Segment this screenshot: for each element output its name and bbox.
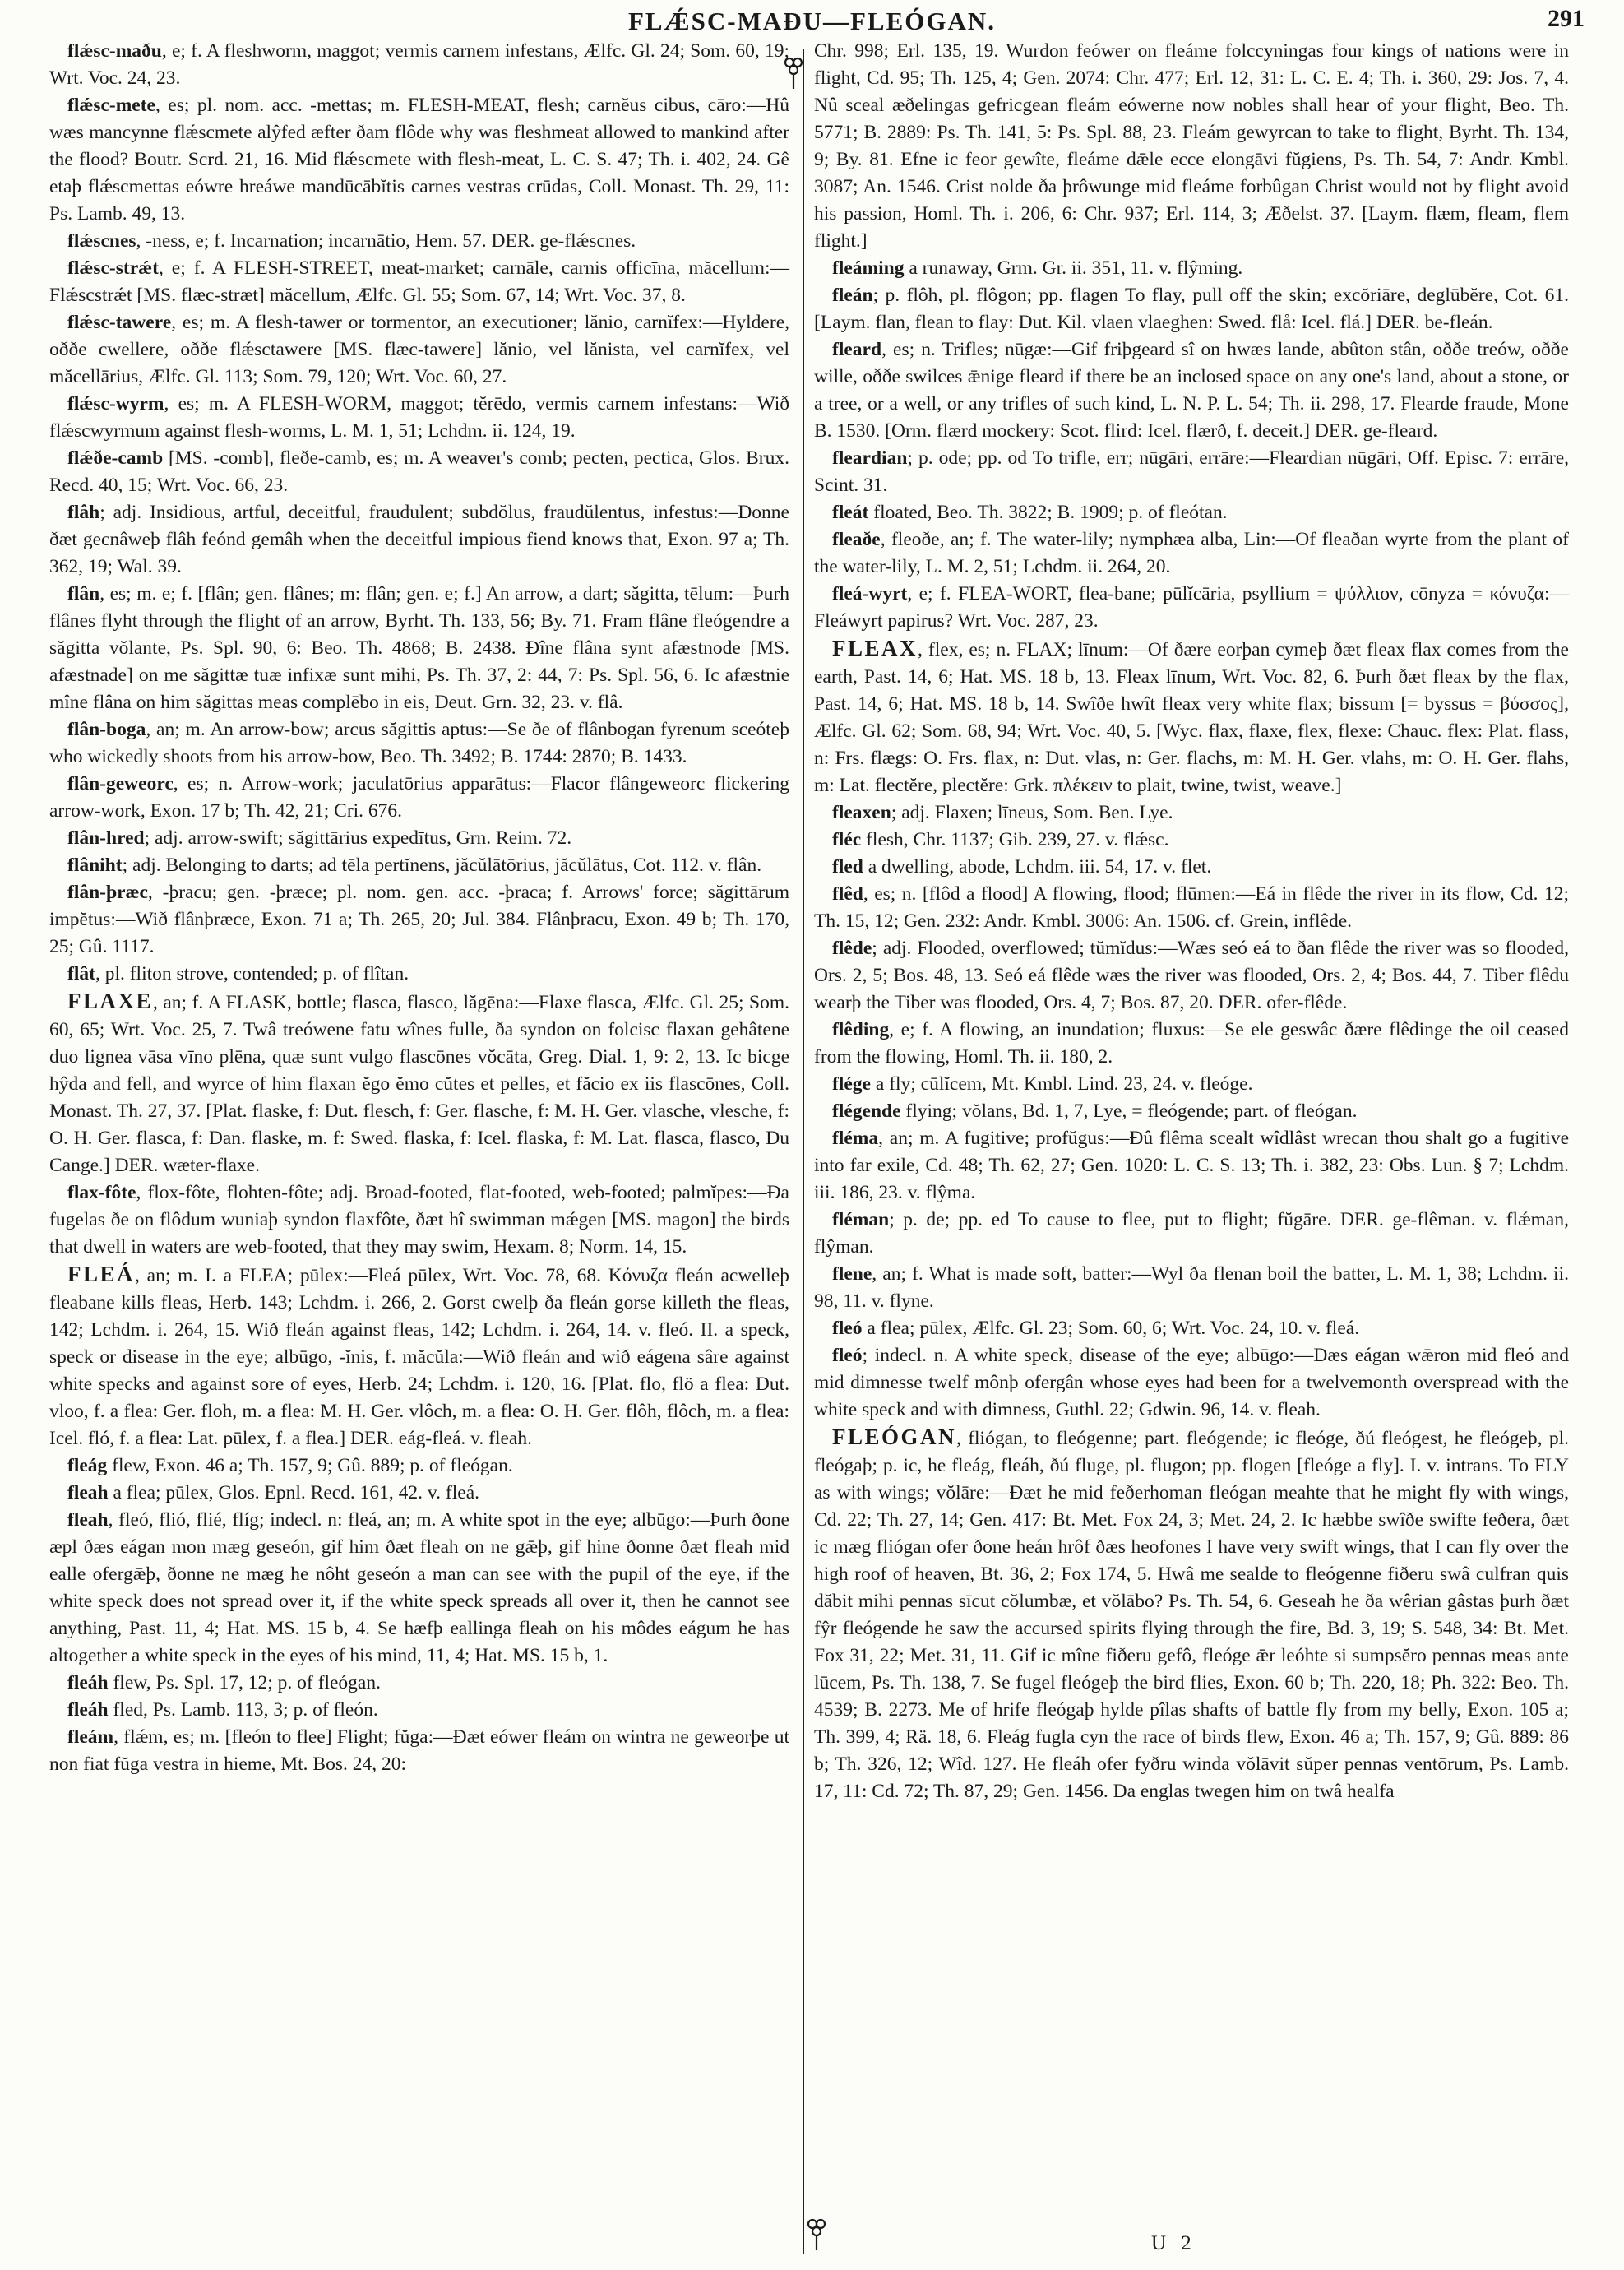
entry-headword: flax-fôte	[67, 1182, 136, 1203]
entry-body: ; adj. Flooded, overflowed; tŭmĭdus:—Wæs seó eá to ðan flêde the river was so flooded, Ors. 2, 5; Bos. 48, 13. Seó eá flêde wæs the river was flooded, Ors. 2, 4; Bos. 44, 7. Tiber flêdu wearþ the Tiber was flooded, Ors. 4, 7; Bos. 87, 20. DER. ofer-flêde.	[814, 938, 1569, 1013]
entry-headword: fleard	[832, 339, 882, 360]
entry-headword: fleah	[67, 1509, 109, 1531]
dictionary-entry	[49, 92, 789, 228]
entry-body: flew, Exon. 46 a; Th. 157, 9; Gû. 889; p. of fleógan.	[107, 1455, 513, 1476]
dictionary-entry	[49, 309, 789, 391]
dictionary-entry	[49, 1724, 789, 1778]
dictionary-entry	[814, 1098, 1569, 1125]
dictionary-entry	[814, 935, 1569, 1017]
entry-body: a flea; pūlex, Ælfc. Gl. 23; Som. 60, 6; Wrt. Voc. 24, 10. v. fleá.	[862, 1318, 1360, 1339]
dictionary-entry	[814, 445, 1569, 499]
dictionary-entry	[49, 825, 789, 852]
dictionary-entry	[49, 1670, 789, 1697]
entry-headword: flân-boga	[67, 719, 146, 740]
entry-headword: fléman	[832, 1209, 890, 1230]
entry-headword: flǽsc-tawere	[67, 312, 172, 333]
entry-body: flying; vŏlans, Bd. 1, 7, Lye, = fleógende; part. of fleógan.	[900, 1100, 1358, 1122]
trefoil-printers-mark-bottom-icon	[806, 2217, 827, 2252]
dictionary-entry	[814, 799, 1569, 827]
entry-body: , an; m. A fugitive; profŭgus:—Ðû flêma scealt wîdlâst wrecan thou shalt go a fugitive into far exile, Cd. 48; Th. 62, 27; Gen. 1020: L. C. S. 13; Th. i. 382, 23: Obs. Lun. § 7; Lchdm. iii. 186, 23. v. flŷma.	[814, 1128, 1569, 1203]
dictionary-entry	[814, 581, 1569, 635]
dictionary-entry	[49, 716, 789, 771]
entry-body: Chr. 998; Erl. 135, 19. Wurdon feówer on fleáme folccyningas four kings of nations were in flight, Cd. 95; Th. 125, 4; Gen. 2074: Chr. 477; Erl. 12, 31: L. C. E. 4; Th. i. 360, 29: Jos. 7, 4. Nû sceal æðelingas gefricgean fleám eówerne now nobles shall hear of your flight, Beo. Th. 5771; B. 2889: Ps. Th. 141, 5: Ps. Spl. 88, 23. Fleám gewyrcan to take to flight, Byrht. Th. 134, 9; By. 81. Efne ic feor gewîte, fleáme dǣle ecce elongāvi fŭgiens, Ps. Th. 54, 7: Andr. Kmbl. 3087; An. 1546. Crist nolde ða þrôwunge mid fleáme forbûgan Christ would not by flight avoid his passion, Homl. Th. i. 206, 6: Chr. 937; Erl. 114, 3; Æðelst. 37. [Laym. flæm, fleam, flem flight.]	[814, 40, 1569, 252]
entry-headword: flân-geweorc	[67, 773, 174, 794]
entry-headword: fleán	[832, 285, 873, 306]
dictionary-entry	[49, 445, 789, 499]
dictionary-entry	[49, 1697, 789, 1724]
dictionary-entry	[814, 1207, 1569, 1261]
entry-headword: fleah	[67, 1482, 109, 1503]
entry-body: , e; f. A FLESH-STREET, meat-market; carnāle, carnis officīna, măcellum:—Flǽscstrǽt [MS. flæc-stræt] măcellum, Ælfc. Gl. 55; Som. 67, 14; Wrt. Voc. 37, 8.	[49, 257, 789, 306]
entry-headword: flêde	[832, 938, 872, 959]
dictionary-entry	[814, 336, 1569, 445]
entry-body: , es; n. Trifles; nūgæ:—Gif friþgeard sî on hwæs lande, abûton stân, oððe treów, oððe wille, oððe swilces ǣnige fleard if there be an inclosed space on any one's land, about a stone, or a tree, or a well, or any trifles of such kind, L. N. P. L. 54; Th. ii. 298, 17. Flearde fraude, Mone B. 1530. [Orm. flærd mockery: Scot. flird: Icel. flærð, f. deceit.] DER. ge-fleard.	[814, 339, 1569, 442]
entry-headword: flǽscnes	[67, 230, 136, 252]
dictionary-entry	[49, 499, 789, 581]
entry-body: , fliógan, to fleógenne; part. fleógende; ic fleóge, ðú fleógest, he fleógeþ, pl. fleógaþ; p. ic, he fleág, fleáh, ðú fluge, pl. flugon; pp. flogen [fleóge a fly]. I. v. intrans. To FLY as with wings; vŏlāre:—Ðæt he mid feðerhoman fleógan meahte that he might fly with wings, Cd. 22; Th. 27, 14; Gen. 417: Bt. Met. Fox 24, 3; Met. 24, 2. Ic hæbbe swîðe swifte feðera, ðæt ic mæg fliógan ofer ðone heán hrôf ðæs heofones I have very swift wings, that I can fly over the high roof of heaven, Bt. 36, 2; Fox 174, 5. Hwâ me sealde to fleógenne fiðeru swâ culfran quis dăbit mihi pennas sīcut cŏlumbæ, et vŏlābo? Ps. Th. 54, 6. Geseah he ða wêrian gâstas þurh ðæt fŷr fleógende he saw the accursed spirits flying through the fire, Bd. 3, 19; S. 548, 34: Bt. Met. Fox 31, 22; Met. 31, 11. Gif ic mîne fiðeru gefô, fleóge ǣr leóhte si sumpsĕro pennas meas ante lūcem, Ps. Th. 138, 7. Se fugel fleógeþ the bird flies, Exon. 60 b; Th. 220, 18; Ph. 322: Beo. Th. 4539; B. 2273. Me of hrife fleógaþ hylde pîlas shafts of battle fly from my belly, Exon. 105 a; Th. 399, 4; Rä. 18, 6. Fleág fugla cyn the race of birds flew, Exon. 46 a; Th. 157, 9; Gû. 889: 86 b; Th. 326, 12; Wîd. 127. He fleáh ofer fyðru winda vŏlāvit sŭper pennas ventōrum, Ps. Lamb. 17, 11: Cd. 72; Th. 87, 29; Gen. 1456. Ða englas twegen him on twâ healfa	[814, 1428, 1569, 1802]
entry-headword: flât	[67, 963, 95, 984]
dictionary-entry	[814, 255, 1569, 282]
dictionary-entry	[814, 1071, 1569, 1098]
entry-headword: flégende	[832, 1100, 901, 1122]
entry-body: , es; n. Arrow-work; jaculatōrius apparātus:—Flacor flângeweorc flickering arrow-work, Exon. 17 b; Th. 42, 21; Cri. 676.	[49, 773, 789, 822]
entry-body: , fleoðe, an; f. The water-lily; nymphæa alba, Lin:—Of fleaðan wyrte from the plant of the water-lily, L. M. 2, 51; Lchdm. ii. 264, 20.	[814, 529, 1569, 577]
dictionary-entry	[814, 499, 1569, 526]
entry-body: , es; m. A FLESH-WORM, maggot; tĕrēdo, vermis carnem infestans:—Wið flǽscwyrmum against flesh-worms, L. M. 1, 51; Lchdm. ii. 124, 19.	[49, 393, 789, 442]
entry-headword: flêding	[832, 1019, 890, 1040]
entry-body: , es; m. A flesh-tawer or tormentor, an executioner; lănio, carnĭfex:—Hyldere, oððe cwellere, oððe flǽsctawere [MS. flæc-tawere] lănio, vel lănista, vel carnĭfex, vel măcellārius, Ælfc. Gl. 113; Som. 79, 120; Wrt. Voc. 60, 27.	[49, 312, 789, 387]
entry-body: , flex, es; n. FLAX; līnum:—Of ðære eorþan cymeþ ðæt fleax flax comes from the earth, Past. 14, 6; Hat. MS. 18 b, 13. Fleax līnum, Wrt. Voc. 82, 6. Þurh ðæt fleax by the flax, Past. 14, 6; Hat. MS. 18 b, 14. Swîðe hwît fleax very white flax; bissum [= byssus = βύσσος], Ælfc. Gl. 62; Som. 68, 94; Wrt. Voc. 40, 5. [Wyc. flax, flaxe, flex, flexe: Chauc. flex: Plat. flass, n: Frs. flægs: O. Frs. flax, n: Dut. vlas, n: Ger. flachs, m: M. H. Ger. vlahs, m: O. H. Ger. flahs, m: Lat. flectĕre, plectĕre: Grk. πλέκειν to plait, twine, twist, weave.]	[814, 639, 1569, 796]
entry-headword: fleáh	[67, 1672, 109, 1693]
entry-body: , flǽm, es; m. [fleón to flee] Flight; fŭga:—Ðæt eówer fleám on wintra ne geweorþe ut non fiat fŭga vestra in hieme, Mt. Bos. 24, 20:	[49, 1726, 789, 1775]
entry-headword: fléc	[832, 829, 862, 850]
entry-body: a runaway, Grm. Gr. ii. 351, 11. v. flŷming.	[904, 257, 1243, 279]
dictionary-entry	[49, 1452, 789, 1480]
entry-body: , es; m. e; f. [flân; gen. flânes; m: flân; gen. e; f.] An arrow, a dart; săgitta, tēlum:—Þurh flânes flyht through the flight of an arrow, Byrht. Th. 133, 56; By. 71. Fram flâne fleógendre a săgitta vŏlante, Ps. Spl. 90, 6: Beo. Th. 4868; B. 2438. Ðîne flâna synt afæstnode [MS. afæstnade] on me săgittæ tuæ infixæ sunt mihi, Ps. Th. 37, 2: 44, 7: Ps. Spl. 56, 6. Ic afæstnie mîne flâna on him săgittas meas complēbo in eis, Deut. Grn. 32, 23. v. flâ.	[49, 583, 789, 713]
entry-body: ; adj. Belonging to darts; ad tēla pertĭnens, jăcŭlātōrius, jăcŭlātus, Cot. 112. v. flân.	[122, 855, 762, 876]
entry-body: floated, Beo. Th. 3822; B. 1909; p. of fleótan.	[868, 502, 1228, 523]
dictionary-entry	[49, 1480, 789, 1507]
entry-headword: flége	[832, 1073, 871, 1095]
entry-headword: flene	[832, 1263, 872, 1285]
column-left	[49, 38, 789, 1778]
entry-body: fled, Ps. Lamb. 113, 3; p. of fleón.	[108, 1699, 378, 1721]
entry-body: ; p. flôh, pl. flôgon; pp. flagen To flay, pull off the skin; excŏriāre, deglūbĕre, Cot. 61. [Laym. flan, flean to flay: Dut. Kil. vlaen vlaeghen: Swed. flå: Icel. flá.] DER. be-fleán.	[814, 285, 1569, 333]
entry-headword: flǽsc-maðu	[67, 40, 162, 62]
entry-headword: flân	[67, 583, 100, 605]
entry-body: ; adj. Insidious, artful, deceitful, fraudulent; subdŏlus, fraudŭlentus, infestus:—Ðonne ðæt gecnâweþ flâh feónd gemâh when the deceitful impious fiend knows that, Exon. 97 a; Th. 362, 19; Wal. 39.	[49, 502, 789, 577]
entry-body: , e; f. A fleshworm, maggot; vermis carnem infestans, Ælfc. Gl. 24; Som. 60, 19; Wrt. Voc. 24, 23.	[49, 40, 789, 89]
dictionary-entry	[814, 1261, 1569, 1315]
entry-headword: fleaðe	[832, 529, 881, 550]
dictionary-entry	[49, 961, 789, 988]
entry-headword: fleardian	[832, 447, 908, 469]
page-title: FLǼSC-MAÐU—FLEÓGAN.	[627, 7, 997, 35]
entry-headword: flâniht	[67, 855, 123, 876]
entry-headword: flǽsc-strǽt	[67, 257, 159, 279]
entry-body: flesh, Chr. 1137; Gib. 239, 27. v. flǽsc.	[861, 829, 1169, 850]
dictionary-entry	[814, 1125, 1569, 1207]
dictionary-entry	[49, 852, 789, 879]
entry-body: , e; f. FLEA-WORT, flea-bane; pūlĭcāria, psyllium = ψύλλιον, cōnyza = κόνυζα:—Fleáwyrt papirus? Wrt. Voc. 287, 23.	[814, 583, 1569, 632]
entry-body: , an; f. A FLASK, bottle; flasca, flasco, lăgēna:—Flaxe flasca, Ælfc. Gl. 25; Som. 60, 65; Wrt. Voc. 25, 7. Twâ treówene fatu wînes fulle, ða syndon on folcisc flaxan gehâtene duo lignea vāsa vīno plēna, quæ sunt vulgo flascōnes vŏcāta, Greg. Dial. 1, 9: 2, 13. Ic bicge hŷda and fell, and wyrce of him flaxan ĕgo ĕmo cŭtes et pelles, et făcio ex iis flascōnes, Coll. Monast. Th. 27, 37. [Plat. flaske, f: Dut. flesch, f: Ger. flasche, f: M. H. Ger. vlasche, vlesche, f: O. H. Ger. flasca, f: Dan. flaske, m. f: Swed. flaska, f: Icel. flaska, f: M. Lat. flasca, flasco, Du Cange.] DER. wæter-flaxe.	[49, 992, 789, 1176]
entry-headword: flân-þræc	[67, 882, 148, 903]
entry-body: a dwelling, abode, Lchdm. iii. 54, 17. v. flet.	[863, 856, 1212, 878]
entry-body: flew, Ps. Spl. 17, 12; p. of fleógan.	[108, 1672, 381, 1693]
dictionary-entry	[49, 1261, 789, 1452]
entry-body: a fly; cūlĭcem, Mt. Kmbl. Lind. 23, 24. v. fleóge.	[870, 1073, 1253, 1095]
entry-headword: FLEÓGAN	[832, 1425, 957, 1449]
entry-headword: flǽsc-wyrm	[67, 393, 164, 415]
entry-body: ; indecl. n. A white speck, disease of the eye; albūgo:—Ðæs eágan wǣron mid fleó and mid dimnesse twelf mônþ ofergân whose eyes had been for a twelvemonth overspread with the white speck and with dimness, Guthl. 22; Gdwin. 96, 14. v. fleah.	[814, 1345, 1569, 1420]
entry-headword: flâh	[67, 502, 100, 523]
entry-headword: FLAXE	[67, 989, 154, 1013]
entry-body: , e; f. A flowing, an inundation; fluxus:—Se ele geswâc ðære flêdinge the oil ceased from the flowing, Homl. Th. ii. 180, 2.	[814, 1019, 1569, 1068]
entry-body: , -þracu; gen. -þræce; pl. nom. gen. acc. -þraca; f. Arrows' force; săgittārum impĕtus:—Wið flânþræce, Exon. 71 a; Th. 265, 20; Jul. 384. Flânþracu, Exon. 49 b; Th. 170, 25; Gû. 1117.	[49, 882, 789, 957]
entry-headword: fleó	[832, 1318, 863, 1339]
dictionary-entry	[814, 38, 1569, 255]
dictionary-entry	[49, 771, 789, 825]
dictionary-entry	[814, 282, 1569, 336]
dictionary-entry	[814, 854, 1569, 881]
dictionary-entry	[49, 1179, 789, 1261]
page-number: 291	[1548, 5, 1585, 32]
entry-headword: fleáming	[832, 257, 905, 279]
dictionary-entry	[814, 635, 1569, 799]
entry-body: ; p. ode; pp. od To trifle, err; nūgāri, errāre:—Fleardian nūgāri, Off. Episc. 7: errāre, Scint. 31.	[814, 447, 1569, 496]
entry-headword: fleá-wyrt	[832, 583, 908, 605]
entry-body: , an; m. An arrow-bow; arcus săgittis aptus:—Se ðe of flânbogan fyrenum sceóteþ who wickedly shoots from his arrow-bow, Beo. Th. 3492; B. 1744: 2870; B. 1433.	[49, 719, 789, 767]
dictionary-entry	[49, 581, 789, 716]
dictionary-entry	[49, 228, 789, 255]
dictionary-entry	[814, 526, 1569, 581]
entry-headword: fleaxen	[832, 802, 891, 823]
entry-headword: flǽðe-camb	[67, 447, 164, 469]
dictionary-entry	[814, 881, 1569, 935]
dictionary-entry	[814, 1424, 1569, 1805]
entry-body: a flea; pūlex, Glos. Epnl. Recd. 161, 42. v. fleá.	[108, 1482, 479, 1503]
dictionary-entry	[49, 988, 789, 1179]
entry-body: ; adj. arrow-swift; săgittārius expedītus, Grn. Reim. 72.	[144, 827, 572, 849]
entry-headword: fléma	[832, 1128, 879, 1149]
dictionary-entry	[49, 38, 789, 92]
dictionary-entry	[49, 1507, 789, 1670]
entry-body: , pl. fliton strove, contended; p. of flîtan.	[95, 963, 409, 984]
entry-body: ; adj. Flaxen; līneus, Som. Ben. Lye.	[891, 802, 1173, 823]
entry-headword: flǽsc-mete	[67, 95, 155, 116]
dictionary-entry	[49, 391, 789, 445]
entry-headword: fleó	[832, 1345, 863, 1366]
entry-headword: fleáh	[67, 1699, 109, 1721]
entry-headword: fleát	[832, 502, 869, 523]
entry-body: , flox-fôte, flohten-fôte; adj. Broad-footed, flat-footed, web-footed; palmĭpes:—Ða fugelas ðe on flôdum wuniaþ syndon flaxfôte, ðæt hî swimman mǽgen [MS. magon] the birds that dwell in waters are web-footed, that they may swim, Hexam. 8; Norm. 14, 15.	[49, 1182, 789, 1258]
dictionary-entry	[814, 827, 1569, 854]
entry-headword: fleám	[67, 1726, 114, 1748]
column-rule	[803, 49, 804, 2254]
entry-headword: FLEAX	[832, 636, 918, 660]
entry-body: , es; n. [flôd a flood] A flowing, flood; flūmen:—Eá in flêde the river in its flow, Cd. 12; Th. 15, 12; Gen. 232: Andr. Kmbl. 3006: An. 1506. cf. Grein, inflêde.	[814, 883, 1569, 932]
dictionary-entry	[814, 1342, 1569, 1424]
entry-body: ; p. de; pp. ed To cause to flee, put to flight; fŭgāre. DER. ge-flêman. v. flǽman, flŷman.	[814, 1209, 1569, 1258]
dictionary-entry	[814, 1017, 1569, 1071]
entry-body: , an; f. What is made soft, batter:—Wyl ða flenan boil the batter, L. M. 1, 38; Lchdm. ii. 98, 11. v. flyne.	[814, 1263, 1569, 1312]
entry-headword: fleág	[67, 1455, 108, 1476]
printers-signature: U 2	[1151, 2232, 1196, 2254]
entry-headword: fled	[832, 856, 863, 878]
dictionary-entry	[49, 255, 789, 309]
entry-body: [MS. -comb], fleðe-camb, es; m. A weaver's comb; pecten, pectica, Glos. Brux. Recd. 40, 15; Wrt. Voc. 66, 23.	[49, 447, 789, 496]
entry-headword: FLEÁ	[67, 1262, 136, 1286]
entry-body: , es; pl. nom. acc. -mettas; m. FLESH-MEAT, flesh; carnĕus cibus, cāro:—Hû wæs mancynne flǽscmete alŷfed æfter ðam flôde why was fleshmeat allowed to mankind after the flood? Boutr. Scrd. 21, 16. Mid flǽscmete with flesh-meat, L. C. S. 47; Th. i. 402, 24. Gê etaþ flǽscmettas eówre hreáwe mandūcābĭtis carnes vestras crūdas, Coll. Monast. Th. 29, 11: Ps. Lamb. 49, 13.	[49, 95, 789, 225]
dictionary-entry	[814, 1315, 1569, 1342]
entry-headword: flân-hred	[67, 827, 145, 849]
entry-body: , fleó, flió, flié, flíg; indecl. n: fleá, an; m. A white spot in the eye; albūgo:—Þurh ðone æpl ðæs eágan mon mæg geseón, gif him ðæt fleah on ne gǣþ, gif hine ðonne ðæt fleah mid ealle ofergǣþ, ðonne ne mæg he nôht geseón a man can see with the pupil of the eye, if the white speck does not spread over it, if the white speck spreads all over it, then he cannot see anything, Past. 11, 4; Hat. MS. 15 b, 4. Se hæfþ eallinga fleah on his môdes eágum he has altogether a white speck in the eyes of his mind, 11, 4; Hat. MS. 15 b, 1.	[49, 1509, 789, 1666]
entry-body: , an; m. I. a FLEA; pūlex:—Fleá pūlex, Wrt. Voc. 78, 68. Κόνυζα fleán acwelleþ fleabane kills fleas, Herb. 143; Lchdm. i. 266, 2. Gorst cwelþ ða fleán gorse killeth the fleas, 142; Lchdm. i. 264, 15. Wið fleán against fleas, 142; Lchdm. i. 264, 14. v. fleó. II. a speck, speck or disease in the eye; albūgo, -ĭnis, f. măcŭla:—Wið fleán and wið eágena sâre against white specks and against sore of eyes, Herb. 24; Lchdm. i. 120, 16. [Plat. flo, flö a flea: Dut. vloo, f. a flea: Ger. floh, m. a flea: M. H. Ger. vlôch, m. a flea: O. H. Ger. flôh, flôch, m. a flea: Icel. fló, f. a flea: Lat. pūlex, f. a flea.] DER. eág-fleá. v. fleah.	[49, 1265, 789, 1449]
dictionary-entry	[49, 879, 789, 961]
entry-headword: flêd	[832, 883, 863, 905]
entry-body: , -ness, e; f. Incarnation; incarnātio, Hem. 57. DER. ge-flǽscnes.	[136, 230, 636, 252]
column-right	[814, 38, 1569, 1805]
